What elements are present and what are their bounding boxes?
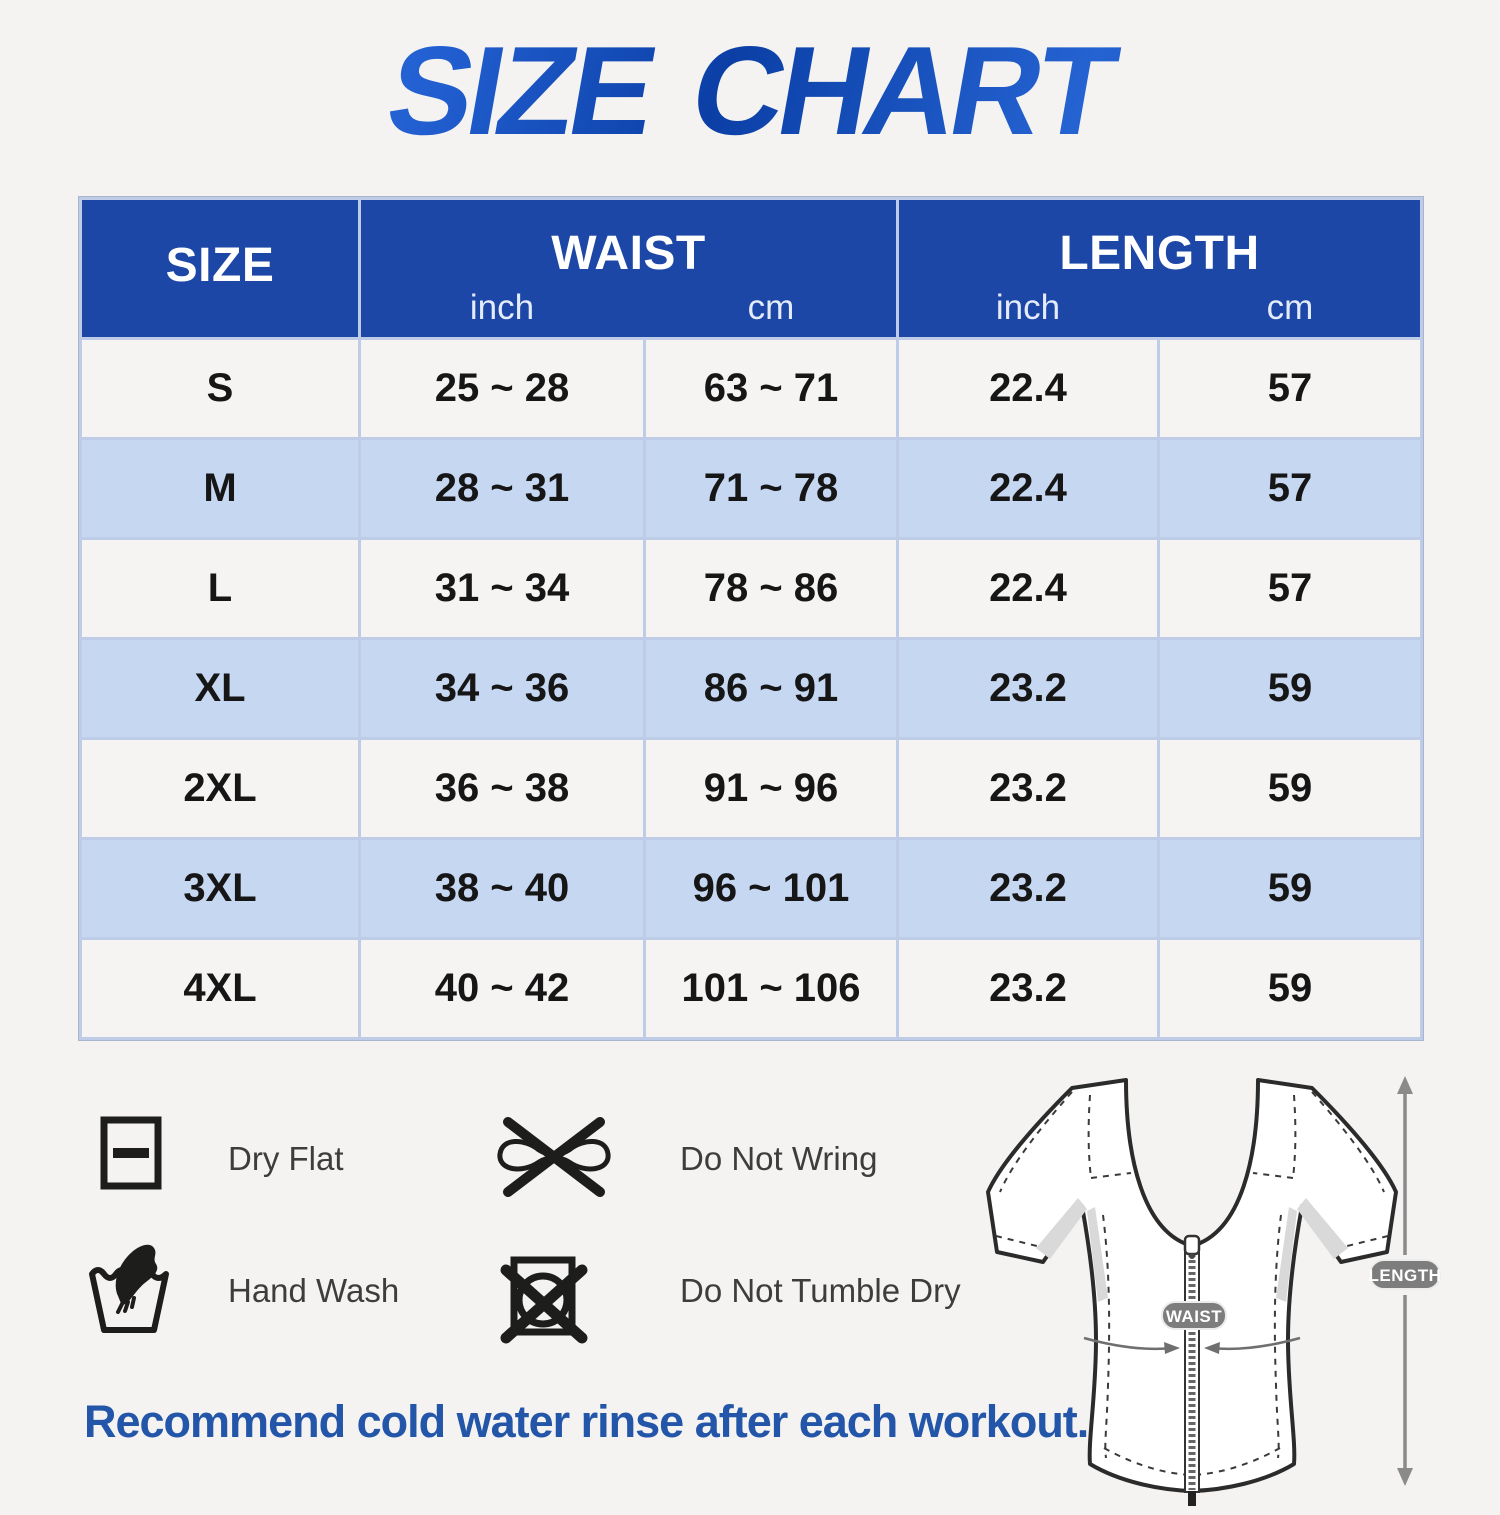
cell-length-cm: 57 [1160,340,1420,437]
cell-length-inch: 22.4 [899,340,1157,437]
header-length [899,200,1420,337]
header-waist-label: WAIST [551,227,706,280]
cell-waist-inch: 28 ~ 31 [361,440,643,537]
cell-length-cm: 59 [1160,840,1420,937]
cell-length-inch: 23.2 [899,840,1157,937]
cell-waist-inch: 34 ~ 36 [361,640,643,737]
do-not-wring-label: Do Not Wring [680,1140,878,1177]
cell-length-inch: 23.2 [899,740,1157,837]
cell-waist-cm: 86 ~ 91 [646,640,896,737]
cell-waist-cm: 71 ~ 78 [646,440,896,537]
cell-length-inch: 23.2 [899,640,1157,737]
garment-diagram [940,1040,1500,1515]
cell-length-cm: 59 [1160,740,1420,837]
cell-waist-cm: 63 ~ 71 [646,340,896,437]
hand-wash-label: Hand Wash [228,1272,400,1309]
length-badge-label: LENGTH [1368,1266,1442,1285]
cell-length-cm: 59 [1160,940,1420,1037]
header-length-cm-unit: cm [1266,288,1314,327]
size-table [78,196,1424,1041]
cell-size: S [82,340,358,437]
cell-waist-inch: 38 ~ 40 [361,840,643,937]
cell-length-cm: 57 [1160,440,1420,537]
cell-size: XL [82,640,358,737]
page-title: SIZE CHART [0,18,1500,163]
cell-size: M [82,440,358,537]
cell-size: 4XL [82,940,358,1037]
waist-badge-label: WAIST [1165,1307,1223,1326]
header-waist [361,200,896,337]
header-size [82,200,358,337]
cell-waist-inch: 25 ~ 28 [361,340,643,437]
do-not-tumble-dry-label: Do Not Tumble Dry [680,1272,961,1309]
cell-length-cm: 59 [1160,640,1420,737]
cell-waist-cm: 101 ~ 106 [646,940,896,1037]
cell-length-inch: 22.4 [899,540,1157,637]
cell-size: L [82,540,358,637]
do-not-tumble-dry-icon [498,1248,590,1353]
header-waist-inch-unit: inch [469,288,535,327]
length-arrowhead-bottom [1397,1468,1413,1486]
cell-waist-cm: 78 ~ 86 [646,540,896,637]
header-waist-cm-unit: cm [747,288,795,327]
do-not-wring-icon [494,1112,614,1205]
cell-waist-inch: 36 ~ 38 [361,740,643,837]
cell-length-inch: 23.2 [899,940,1157,1037]
length-arrowhead-top [1397,1076,1413,1094]
header-length-inch-unit: inch [995,288,1061,327]
cell-length-cm: 57 [1160,540,1420,637]
care-note: Recommend cold water rinse after each workout. [84,1396,1089,1447]
header-size-label: SIZE [165,239,275,292]
cell-waist-cm: 96 ~ 101 [646,840,896,937]
hand-wash-icon [88,1240,172,1339]
cell-size: 3XL [82,840,358,937]
cell-waist-inch: 40 ~ 42 [361,940,643,1037]
header-length-label: LENGTH [1059,227,1260,280]
cell-size: 2XL [82,740,358,837]
cell-length-inch: 22.4 [899,440,1157,537]
dry-flat-label: Dry Flat [228,1140,344,1177]
cell-waist-inch: 31 ~ 34 [361,540,643,637]
cell-waist-cm: 91 ~ 96 [646,740,896,837]
dry-flat-icon [100,1116,162,1195]
